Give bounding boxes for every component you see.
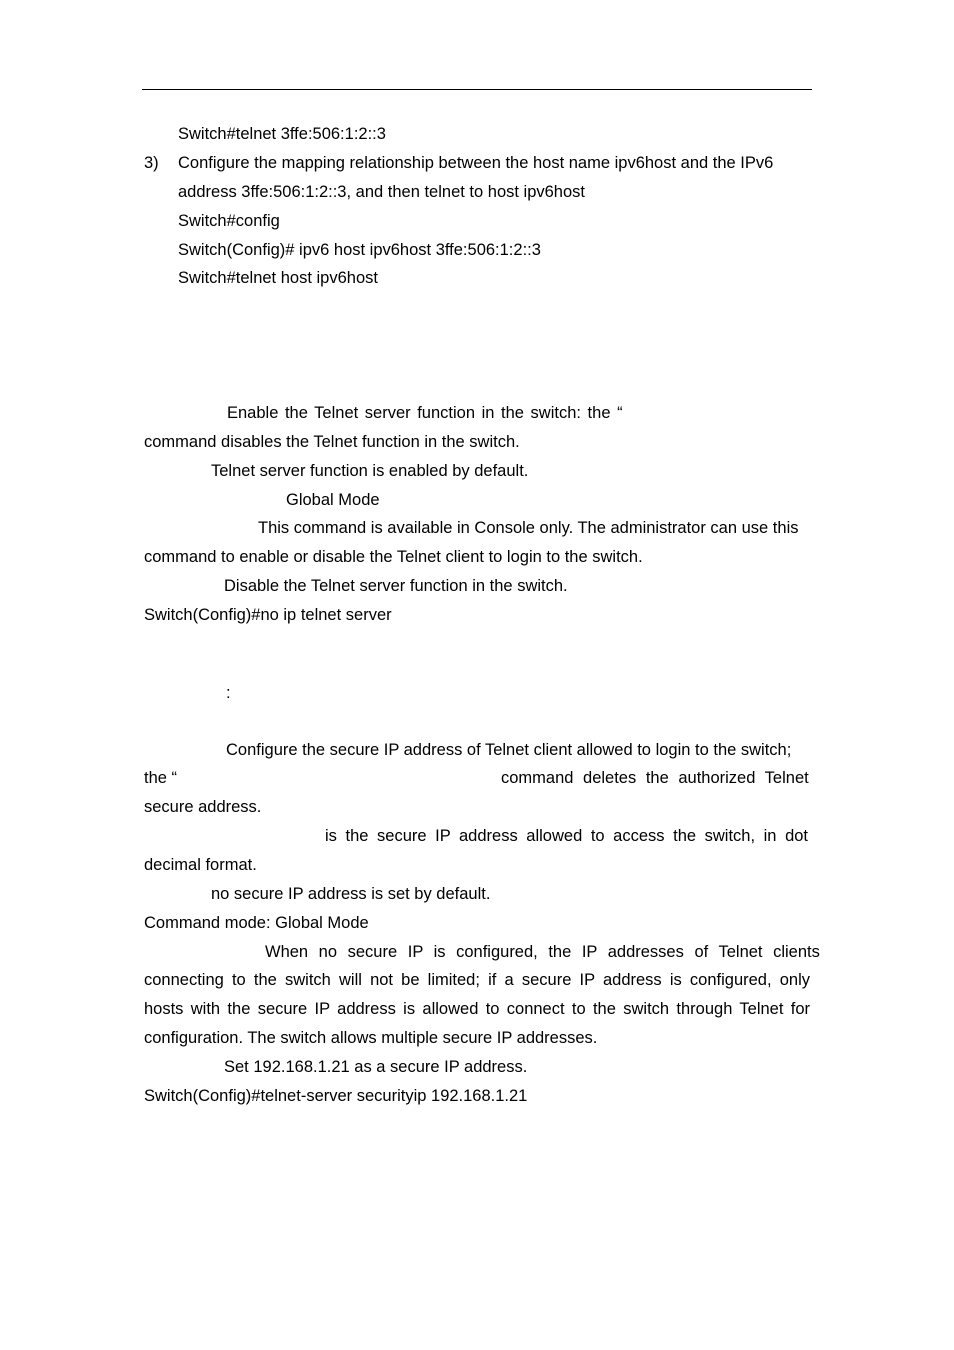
example-command-config: Switch#config xyxy=(178,212,280,230)
telnet-server-usage-line2: command to enable or disable the Telnet client to login to the switch. xyxy=(144,548,643,566)
telnet-server-function-line1: Enable the Telnet server function in the switch: the “ xyxy=(227,404,623,422)
securityip-usage-line2: connecting to the switch will not be limited; if a secure IP address is configured, only xyxy=(144,971,810,989)
securityip-example-command: Switch(Config)#telnet-server securityip 192.168.1.21 xyxy=(144,1087,528,1105)
securityip-function-line2-start: the “ xyxy=(144,769,178,787)
securityip-function-line1: Configure the secure IP address of Telnet client allowed to login to the switch; xyxy=(226,741,792,759)
step-text-line2: address 3ffe:506:1:2::3, and then telnet to host ipv6host xyxy=(178,183,585,201)
securityip-usage-line4: configuration. The switch allows multiple secure IP addresses. xyxy=(144,1029,598,1047)
securityip-parameter-line2: decimal format. xyxy=(144,856,257,874)
example-command-ipv6-host: Switch(Config)# ipv6 host ipv6host 3ffe:506:1:2::3 xyxy=(178,241,541,259)
securityip-example-desc: Set 192.168.1.21 as a secure IP address. xyxy=(224,1058,528,1076)
securityip-usage-line3: hosts with the secure IP address is allowed to connect to the switch through Telnet for xyxy=(144,1000,810,1018)
telnet-server-default: Telnet server function is enabled by default. xyxy=(211,462,529,480)
telnet-server-usage-line1: This command is available in Console only. The administrator can use this xyxy=(258,519,799,537)
securityip-mode: Command mode: Global Mode xyxy=(144,914,369,932)
securityip-parameter-line1: is the secure IP address allowed to access the switch, in dot xyxy=(325,827,809,845)
telnet-server-mode: Global Mode xyxy=(286,491,380,509)
securityip-usage-line1: When no secure IP is configured, the IP addresses of Telnet clients xyxy=(265,943,820,961)
securityip-function-line3: secure address. xyxy=(144,798,262,816)
example-command-telnet-host: Switch#telnet host ipv6host xyxy=(178,269,378,287)
securityip-function-line2-end: command deletes the authorized Telnet xyxy=(501,769,809,787)
step-number: 3) xyxy=(144,154,159,172)
example-command-telnet: Switch#telnet 3ffe:506:1:2::3 xyxy=(178,125,386,143)
securityip-colon: : xyxy=(226,684,231,702)
header-rule xyxy=(142,89,812,90)
telnet-server-example-command: Switch(Config)#no ip telnet server xyxy=(144,606,392,624)
securityip-default: no secure IP address is set by default. xyxy=(211,885,491,903)
telnet-server-example-desc: Disable the Telnet server function in the switch. xyxy=(224,577,568,595)
telnet-server-function-line2: command disables the Telnet function in the switch. xyxy=(144,433,520,451)
step-text-line1: Configure the mapping relationship between the host name ipv6host and the IPv6 xyxy=(178,154,774,172)
